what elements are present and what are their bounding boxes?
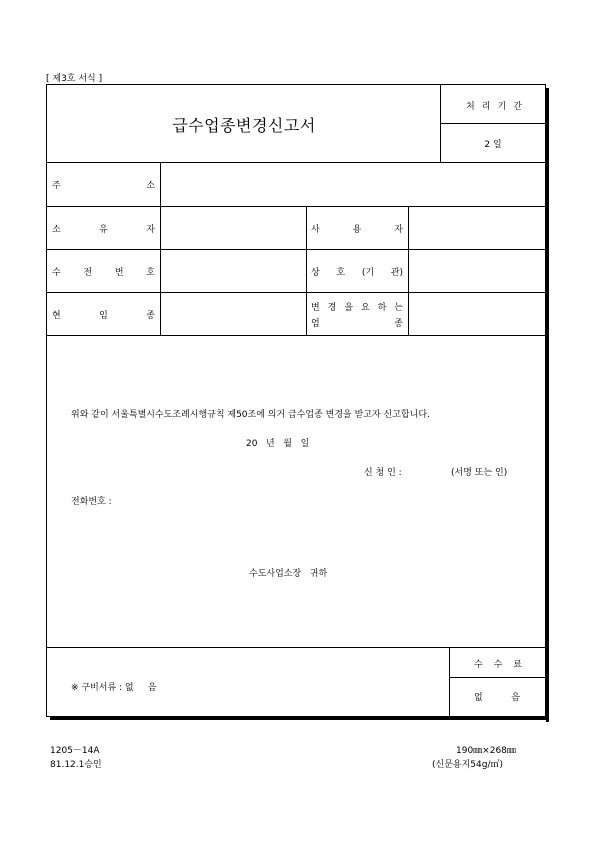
owner-field[interactable] xyxy=(161,207,306,249)
phone-field[interactable] xyxy=(125,490,245,504)
label-char: 호 xyxy=(146,268,155,278)
phone-label: 전화번호 : xyxy=(71,497,112,507)
label-char: 번 xyxy=(114,268,124,278)
label-char: 용 xyxy=(352,225,362,235)
meter-number-label xyxy=(52,265,155,278)
middle-column-divider xyxy=(306,206,307,335)
requested-type-label-line1 xyxy=(311,300,403,313)
label-char: 료 xyxy=(513,660,522,670)
meter-number-field[interactable] xyxy=(161,250,306,292)
label-char: 주 xyxy=(52,181,61,191)
requested-business-type-field[interactable] xyxy=(409,293,545,335)
label-char: 수 xyxy=(52,268,61,278)
row-line xyxy=(47,647,545,648)
label-char: 소 xyxy=(146,181,155,191)
required-documents: ※ 구비서류 : 없 음 xyxy=(71,683,157,693)
user-label xyxy=(311,222,403,235)
label-char: 처 xyxy=(466,102,475,112)
date-line: 20 년 월 일 xyxy=(246,439,310,449)
label-char: 수 xyxy=(474,660,483,670)
fee-column-divider xyxy=(449,647,450,716)
label-char: 는 xyxy=(394,303,403,313)
address-field[interactable] xyxy=(161,163,545,206)
applicant-name-field[interactable] xyxy=(414,461,448,475)
label-char: 종 xyxy=(394,319,403,329)
label-char: 간 xyxy=(513,102,522,112)
owner-label xyxy=(52,222,155,235)
label-char: 임 xyxy=(99,311,108,321)
paper-size: 190㎜×268㎜ xyxy=(456,746,516,756)
signature-note: (서명 또는 인) xyxy=(451,468,508,478)
label-char: 하 xyxy=(377,303,387,313)
approval-date: 81.12.1승인 xyxy=(50,760,102,770)
label-char: 종 xyxy=(146,311,155,321)
processing-period-value: 2 일 xyxy=(484,139,502,150)
address-label xyxy=(52,178,155,191)
label-char: 수 xyxy=(493,660,503,670)
form-number-tag: [ 제3호 서식 ] xyxy=(46,74,103,84)
label-char: 을 xyxy=(344,303,354,313)
current-business-type-field[interactable] xyxy=(161,293,306,335)
label-char: 현 xyxy=(52,311,61,321)
trade-name-field[interactable] xyxy=(409,250,545,292)
fee-divider xyxy=(449,677,545,678)
label-char: 유 xyxy=(99,225,108,235)
applicant-label: 신 청 인 : xyxy=(364,468,402,478)
fee-label xyxy=(474,657,522,670)
user-field[interactable] xyxy=(409,207,545,249)
form-code: 1205－14A xyxy=(50,746,100,756)
trade-name-label: 상 호 (기 관) xyxy=(311,268,403,278)
label-char: 요 xyxy=(360,303,370,313)
label-char: 엄 xyxy=(311,319,320,329)
form-title: 급수업종변경신고서 xyxy=(172,115,316,135)
label-char: 기 xyxy=(497,102,507,112)
requested-type-label-line2 xyxy=(311,316,403,329)
label-char: 경 xyxy=(327,303,337,313)
label-char: 리 xyxy=(481,102,491,112)
label-char: 사 xyxy=(311,225,320,235)
label-char: 전 xyxy=(83,268,93,278)
label-char: 자 xyxy=(146,225,155,235)
label-char: 소 xyxy=(52,225,61,235)
statement-text: 위와 같이 서울특별시수도조례시행규칙 제50조에 의거 급수업종 변경을 받고자 신고합니다. xyxy=(71,410,430,420)
paper-spec: (신문용지54g/㎡) xyxy=(432,760,503,770)
frame-shadow-right xyxy=(546,88,549,722)
label-char: 변 xyxy=(311,303,320,313)
frame-shadow-bottom xyxy=(50,717,549,720)
current-business-type-label xyxy=(52,308,155,321)
processing-period-label xyxy=(466,99,522,112)
row-line xyxy=(47,335,545,336)
label-char: 자 xyxy=(394,225,403,235)
fee-value: 없 음 xyxy=(474,693,520,703)
recipient-text: 수도사업소장 귀하 xyxy=(249,569,328,579)
